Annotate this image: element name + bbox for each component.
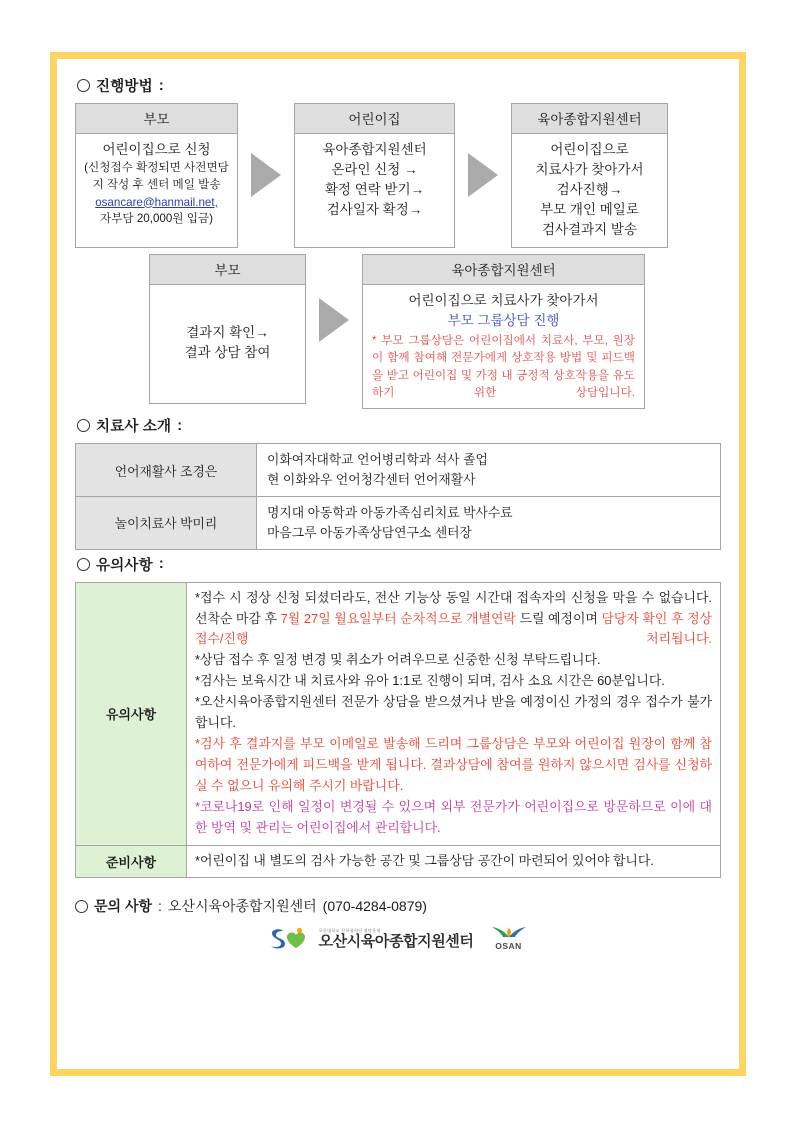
flow-line: 검사일자 확정→ <box>326 201 423 217</box>
notice-text-run: 7월 27일 월요일부터 순차적으로 개별연락 <box>280 610 516 626</box>
notice-item <box>195 851 712 872</box>
therapist-details <box>257 444 721 497</box>
notice-table <box>75 582 721 879</box>
therapist-details <box>257 497 721 550</box>
table-row <box>76 845 721 878</box>
notice-body-cell <box>187 845 721 878</box>
circle-bullet-icon <box>77 558 90 571</box>
section-colon: : <box>177 417 183 434</box>
flow-line: 어린이집으로 치료사가 찾아가서 <box>408 292 599 308</box>
flow-box-parent-1 <box>75 103 238 248</box>
flow-row-2 <box>149 254 721 410</box>
notice-item <box>195 692 712 734</box>
flow-line: 치료사가 찾아가서 <box>535 161 644 177</box>
flow-box-header: 육아종합지원센터 <box>512 104 667 134</box>
section-title-therapist: 치료사 소개 <box>96 419 172 436</box>
detail-line: 명지대 아동학과 아동가족심리치료 박사수료 <box>267 505 513 520</box>
notice-text-run: 드릴 예정이며 <box>515 610 602 626</box>
flow-line: (신청접수 확정되면 사전면담 <box>84 160 229 174</box>
notice-item <box>195 650 712 671</box>
document-frame <box>50 52 746 1076</box>
osan-city-logo <box>489 926 529 951</box>
table-row <box>76 582 721 845</box>
flow-box-body <box>363 285 644 409</box>
flow-box-body <box>150 285 305 403</box>
flow-line: 부모 개인 메일로 <box>540 201 639 217</box>
notice-text-run: *상담 접수 후 일정 변경 및 취소가 어려우므로 신중한 신청 부탁드립니다. <box>195 652 601 668</box>
section-colon: : <box>158 556 164 573</box>
detail-line: 현 이화와우 언어청각센터 언어재활사 <box>267 472 476 488</box>
flow-line: 검사진행→ <box>556 181 623 197</box>
contact-org: 오산시육아종합지원센터 <box>167 898 317 915</box>
section-title-process: 진행방법 <box>96 79 153 95</box>
detail-line: 이화여자대학교 언어병리학과 석사 졸업 <box>267 452 488 468</box>
notice-body-cell <box>187 582 721 845</box>
notice-item <box>195 671 712 692</box>
flow-red-note: * 부모 그룹상담은 어린이집에서 치료사, 부모, 원장이 함께 참여해 전문가에게 상호작용 방법 및 피드백을 받고 어린이집 및 가정 내 긍정적 상호작용을 유도하기 위한 상담입니다. <box>372 333 635 399</box>
contact-title: 문의 사항 <box>94 898 152 915</box>
table-row <box>76 497 721 550</box>
notice-text-run: *검사는 보육시간 내 치료사와 유아 1:1로 진행이 되며, 검사 소요 시간은 60분입니다. <box>195 673 665 689</box>
flow-row-1 <box>75 103 721 248</box>
flow-box-parent-2 <box>149 254 306 404</box>
logo-text <box>319 929 474 949</box>
email-link[interactable]: osancare@hanmail.net, <box>95 195 218 209</box>
arrow-3 <box>306 254 362 342</box>
flow-line: 어린이집으로 신청 <box>102 142 211 157</box>
arrow-1 <box>238 103 294 248</box>
flow-line-highlight: 부모 그룹상담 진행 <box>447 312 560 328</box>
logo-name: 오산시육아종합지원센터 <box>318 933 474 951</box>
flow-line: 확정 연락 받기→ <box>324 181 425 197</box>
circle-bullet-icon <box>75 900 88 913</box>
notice-item <box>195 797 712 839</box>
center-symbol-icon <box>268 927 312 951</box>
therapist-name: 놀이치료사 박미리 <box>76 497 257 550</box>
contact-line <box>75 896 721 916</box>
flow-box-body <box>76 134 237 235</box>
therapist-name: 언어재활사 조경은 <box>76 444 257 497</box>
triangle-right-icon <box>468 153 498 197</box>
circle-bullet-icon <box>77 419 90 432</box>
flow-box-daycare-1 <box>294 103 455 248</box>
contact-phone: (070-4284-0879) <box>322 898 427 915</box>
notice-item <box>195 588 712 651</box>
flow-line: 어린이집으로 <box>550 142 629 157</box>
section-heading-process <box>77 75 721 96</box>
flow-line: 결과지 확인→ <box>186 325 269 341</box>
flow-box-body <box>512 134 667 247</box>
flow-line: 검사결과지 발송 <box>541 221 638 237</box>
flow-line: 자부담 20,000원 입금) <box>100 211 213 225</box>
flow-line: 지 작성 후 센터 메일 발송 <box>92 177 221 191</box>
flow-box-center-2 <box>362 254 645 410</box>
section-colon: : <box>158 898 162 915</box>
notice-label-cell: 준비사항 <box>76 845 187 878</box>
flow-box-header: 육아종합지원센터 <box>363 255 644 285</box>
flow-line: 온라인 신청 → <box>331 161 418 177</box>
logo-supertext: 오산대학교 산학협력단 위탁운영 <box>318 927 381 933</box>
flow-box-center-1 <box>511 103 668 248</box>
notice-text-run: *오산시육아종합지원센터 전문가 상담을 받으셨거나 받을 예정이신 가정의 경우 접수가 불가합니다. <box>195 694 712 731</box>
notice-label-cell: 유의사항 <box>76 582 187 845</box>
osan-wordmark: OSAN <box>495 941 522 952</box>
triangle-right-icon <box>251 153 281 197</box>
notice-text-run: *접수 시 정상 신청 되셨더라도, 전산 기능상 동일 시간대 접속자의 신청을 막을 수 없습니다. 선착순 마감 후 <box>195 589 712 626</box>
notice-text-run: *검사 후 결과지를 부모 이메일로 발송해 드리며 그룹상담은 부모와 어린이집 원장이 함께 참여하여 전문가에게 피드백을 받게 됩니다. 결과상담에 참여를 원하지 않으시면 검사를 신청하실 수 없으니 유의해 주시기 바랍니다. <box>195 736 712 793</box>
flow-box-header: 부모 <box>76 104 237 134</box>
section-colon: : <box>158 77 164 94</box>
notice-text-run: *어린이집 내 별도의 검사 가능한 공간 및 그룹상담 공간이 마련되어 있어야 합니다. <box>195 852 654 868</box>
section-heading-therapist <box>77 415 721 436</box>
flow-line: 육아종합지원센터 <box>322 142 427 157</box>
notice-text-run: 담당자 확인 후 정상 접수/진행 처리됩니다. <box>195 610 712 647</box>
notice-text-run: *코로나19로 인해 일정이 변경될 수 있으며 외부 전문가가 어린이집으로 방문하므로 이에 대한 방역 및 관리는 어린이집에서 관리합니다. <box>195 798 712 835</box>
arrow-2 <box>455 103 511 248</box>
therapist-table <box>75 443 721 549</box>
flow-box-body <box>295 134 454 227</box>
footer-logo <box>75 926 721 951</box>
section-title-notice: 유의사항 <box>96 557 153 574</box>
detail-line: 마음그루 아동가족상담연구소 센터장 <box>267 524 472 540</box>
flow-box-header: 부모 <box>150 255 305 285</box>
table-row <box>76 444 721 497</box>
notice-item <box>195 734 712 797</box>
flow-line: 결과 상담 참여 <box>184 345 271 361</box>
triangle-right-icon <box>319 298 349 342</box>
section-heading-notice <box>77 554 721 575</box>
circle-bullet-icon <box>77 79 90 92</box>
flow-box-header: 어린이집 <box>295 104 454 134</box>
